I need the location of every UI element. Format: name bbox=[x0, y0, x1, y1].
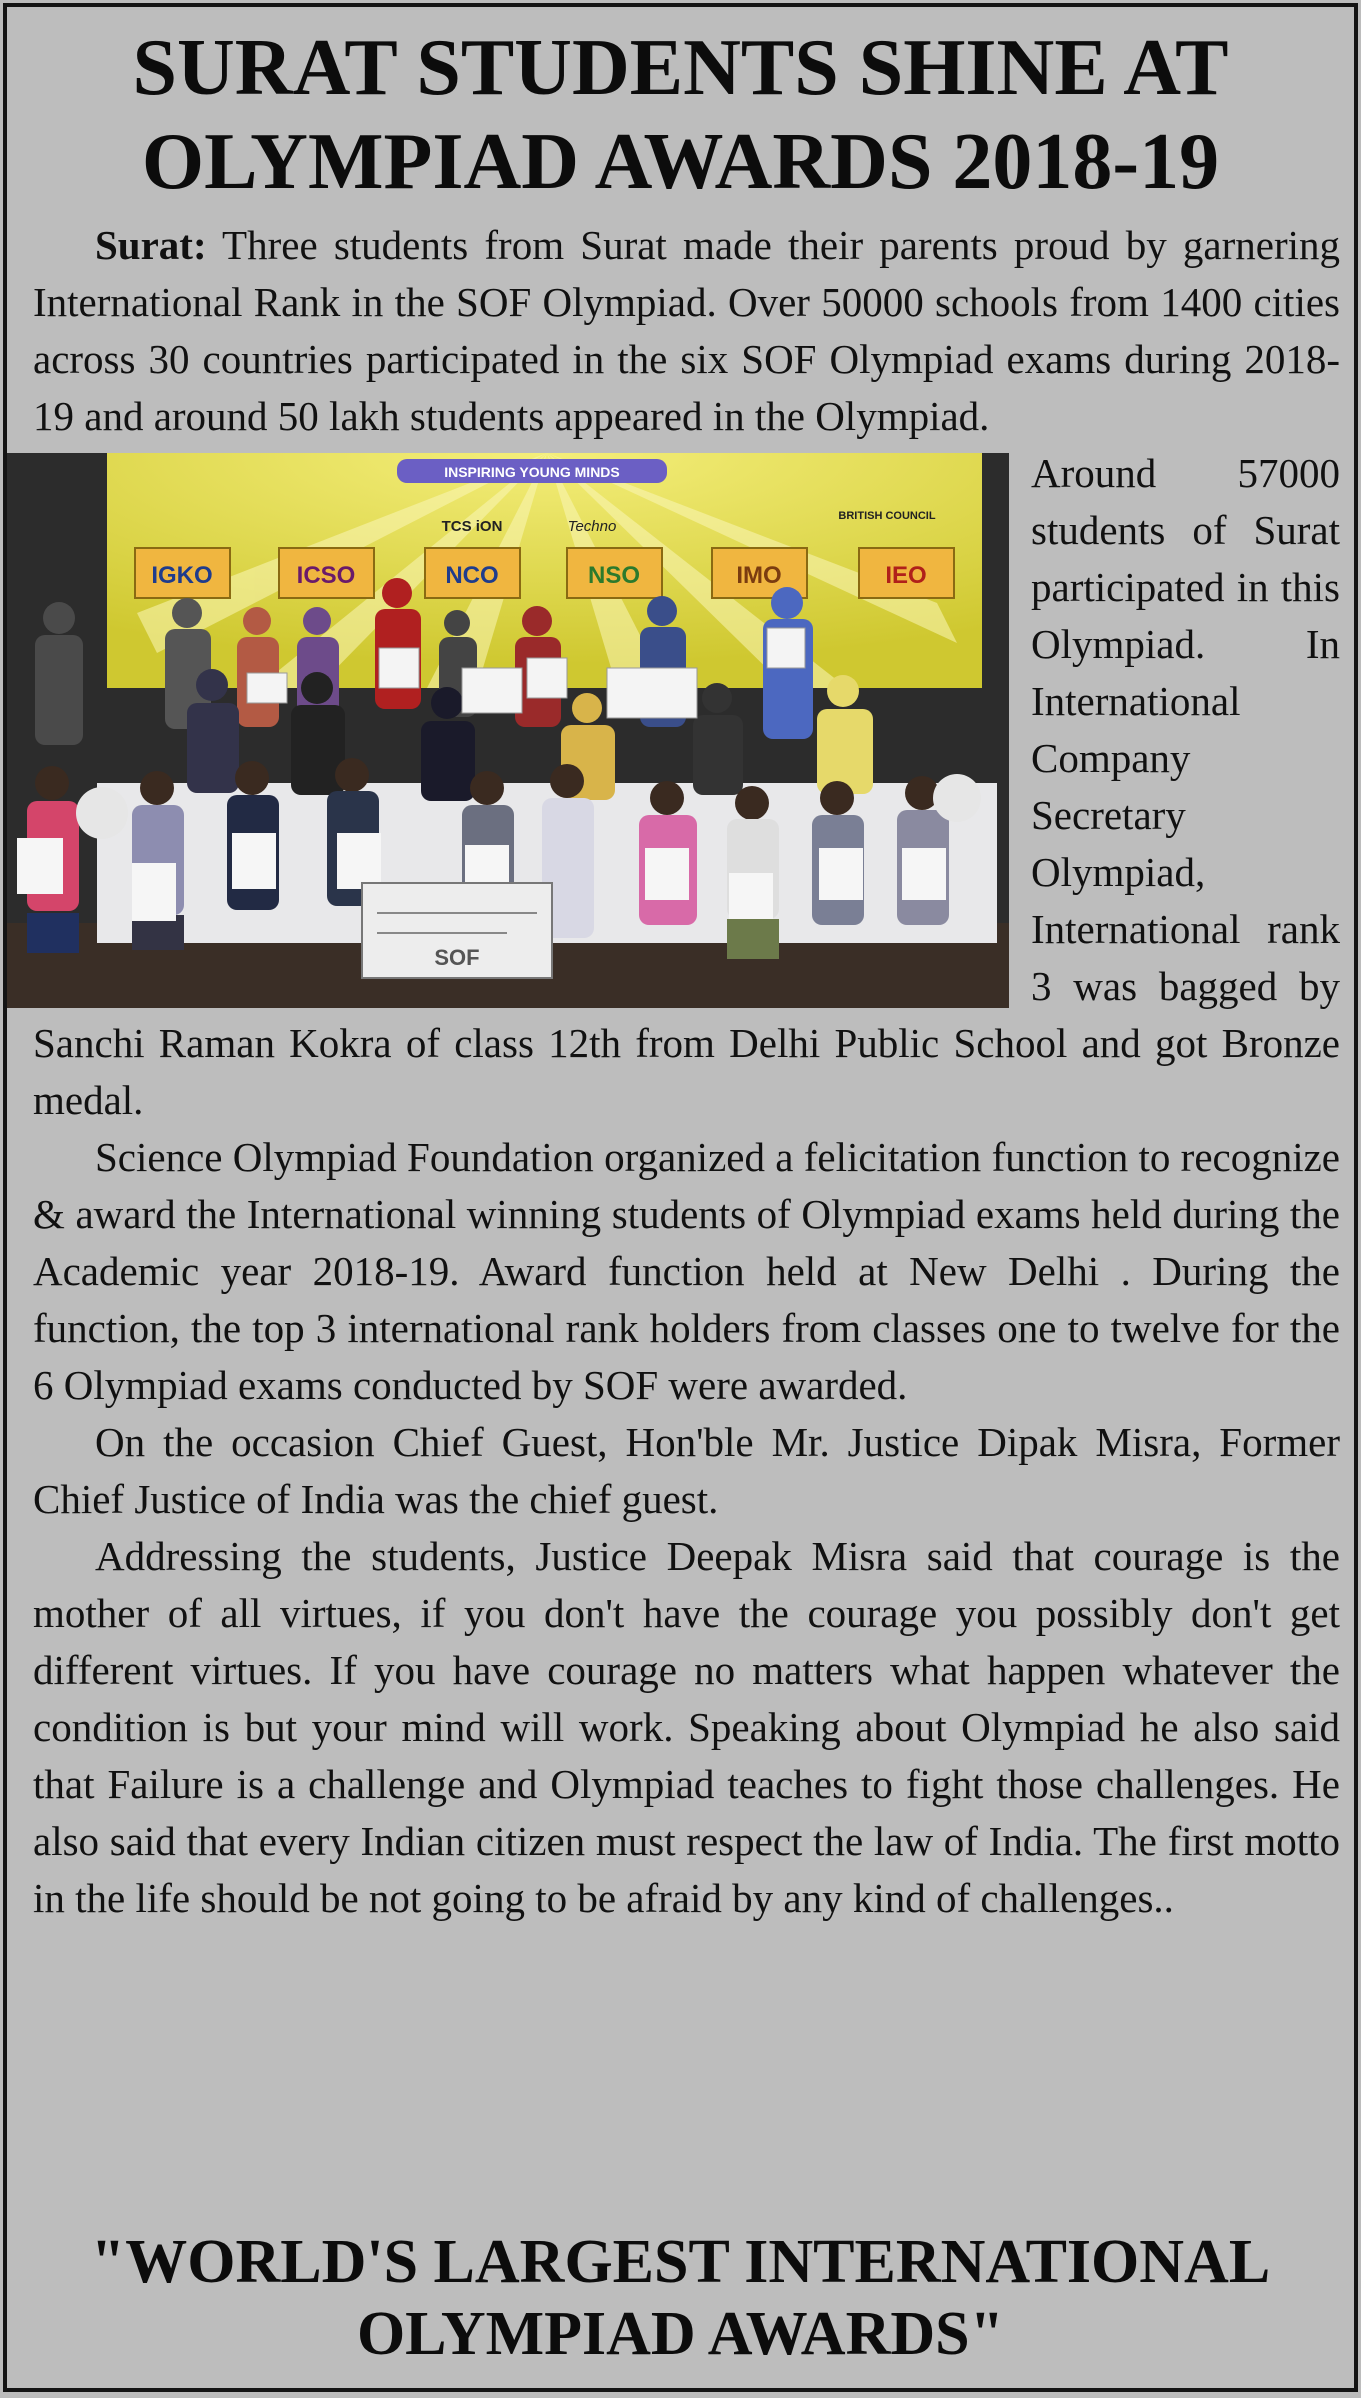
logo-imo: IMO bbox=[736, 562, 782, 589]
logo-nco: NCO bbox=[445, 562, 499, 589]
logo-igko: IGKO bbox=[151, 562, 213, 589]
paragraph-3: On the occasion Chief Guest, Hon'ble Mr. Justice Dipak Misra, Former Chief Justice of India was the chief guest. bbox=[33, 1419, 1340, 1522]
news-article bbox=[3, 3, 1358, 2392]
logo-ieo: IEO bbox=[885, 562, 927, 589]
headline bbox=[7, 21, 1354, 209]
headline-line-1: SURAT STUDENTS SHINE AT bbox=[132, 24, 1229, 112]
paragraph-4: Addressing the students, Justice Deepak Misra said that courage is the mother of all virtues, if you don't have the courage you possibly don't get different virtues. If you have courage no matters what happen whatever the condition is but your mind will work. Speaking about Olympiad he also said that Failure is a challenge and Olympiad teaches to fight those challenges. He also said that every Indian citizen must respect the law of India. The first motto in the life should be not going to be afraid by any kind of challenges.. bbox=[33, 1533, 1340, 1921]
paragraph-2: Science Olympiad Foundation organized a felicitation function to recognize & award the International winning students of Olympiad exams held during the Academic year 2018-19. Award function held at New Delhi . During the function, the top 3 international rank holders from classes one to twelve for the 6 Olympiad exams conducted by SOF were awarded. bbox=[33, 1134, 1340, 1408]
lead-paragraph bbox=[33, 217, 1340, 445]
paragraph-1: Around 57000 students of Surat participated in this Olympiad. In International Company Secretary Olympiad, International rank 3 was bagged by Sanchi Raman Kokra of class 12th from Delhi Public School and got Bronze medal. bbox=[33, 450, 1340, 1123]
closing-line-1: "WORLD'S LARGEST INTERNATIONAL bbox=[90, 2228, 1271, 2296]
headline-line-2: OLYMPIAD AWARDS 2018-19 bbox=[141, 118, 1220, 206]
lead-text: Three students from Surat made their parents proud by garnering International Rank in the SOF Olympiad. Over 50000 schools from 1400 cities across 30 countries participated in the six SOF Olympiad exams during 2018-19 and around 50 lakh students appeared in the Olympiad. bbox=[33, 222, 1340, 439]
article-body bbox=[33, 217, 1340, 1927]
closing-slogan bbox=[7, 2226, 1354, 2370]
logo-nso: NSO bbox=[587, 562, 641, 589]
closing-line-2: OLYMPIAD AWARDS" bbox=[356, 2300, 1005, 2368]
sponsor-tcs: TCS iON bbox=[441, 518, 503, 535]
dateline: Surat: bbox=[95, 222, 207, 268]
photo-banner-text: INSPIRING YOUNG MINDS bbox=[444, 464, 620, 480]
award-ceremony-photo bbox=[7, 453, 1009, 1008]
cheque-sof-logo: SOF bbox=[434, 945, 480, 970]
sponsor-british-council: BRITISH COUNCIL bbox=[838, 510, 936, 522]
sponsor-techno: Techno bbox=[567, 518, 617, 535]
logo-icso: ICSO bbox=[296, 562, 356, 589]
